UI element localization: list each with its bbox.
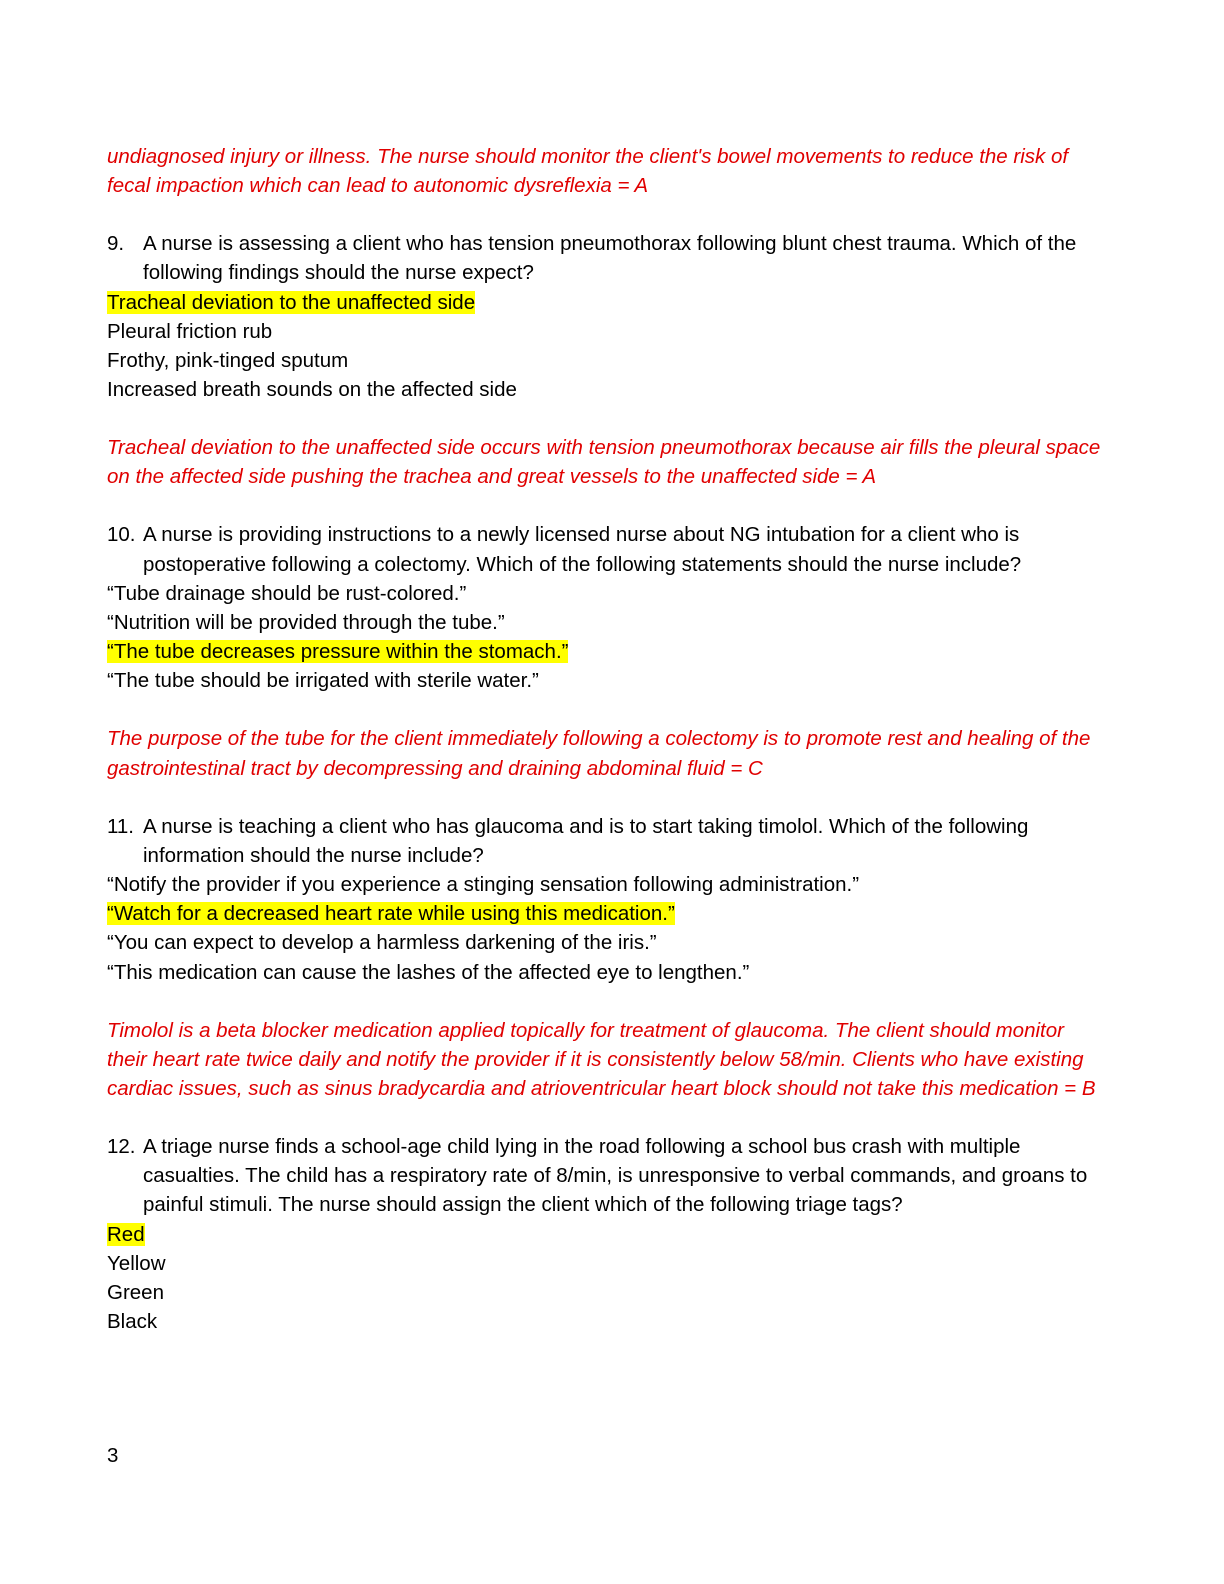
explanation-9: Tracheal deviation to the unaffected side occurs with tension pneumothorax because air fills the pleural space on the affected side pushing the trachea and great vessels to the unaffected side = A — [107, 436, 1101, 489]
option-b: Pleural friction rub — [107, 319, 273, 343]
option-a: “Notify the provider if you experience a stinging sensation following administration.” — [107, 873, 860, 897]
question-9 — [107, 229, 1107, 287]
question-10 — [107, 520, 1107, 578]
highlighted-answer: “Watch for a decreased heart rate while using this medication.” — [107, 902, 675, 926]
option-b: Yellow — [107, 1251, 166, 1275]
option-d: Increased breath sounds on the affected side — [107, 378, 517, 402]
option-a — [107, 288, 1107, 317]
question-text: A triage nurse finds a school-age child lying in the road following a school bus crash with multiple casualties. The child has a respiratory rate of 8/min, is unresponsive to verbal commands, and groans to painful stimuli. The nurse should assign the client which of the following triage tags? — [143, 1135, 1088, 1217]
option-a — [107, 1220, 1107, 1249]
intro-explanation: undiagnosed injury or illness. The nurse should monitor the client's bowel movements to reduce the risk of fecal impaction which can lead to autonomic dysreflexia = A — [107, 145, 1069, 198]
option-c: Green — [107, 1281, 164, 1305]
explanation-10: The purpose of the tube for the client immediately following a colectomy is to promote rest and healing of the gastrointestinal tract by decompressing and draining abdominal fluid = C — [107, 727, 1091, 780]
question-number: 9. — [107, 232, 125, 256]
explanation-11: Timolol is a beta blocker medication applied topically for treatment of glaucoma. The client should monitor their heart rate twice daily and notify the provider if it is consistently below 58/min. Clients who have existing cardiac issues, such as sinus bradycardia and atrioventricular heart block should not take this medication = B — [107, 1018, 1096, 1101]
question-text: A nurse is assessing a client who has tension pneumothorax following blunt chest trauma. Which of the following findings should the nurse expect? — [143, 232, 1077, 285]
highlighted-answer: Tracheal deviation to the unaffected side — [107, 290, 476, 314]
question-text: A nurse is providing instructions to a newly licensed nurse about NG intubation for a client who is postoperative following a colectomy. Which of the following statements should the nurse include? — [143, 523, 1022, 576]
option-c — [107, 637, 1107, 666]
option-c: “You can expect to develop a harmless darkening of the iris.” — [107, 931, 657, 955]
page-content — [107, 142, 1107, 1336]
page-number: 3 — [107, 1444, 119, 1467]
question-11 — [107, 812, 1107, 870]
option-b — [107, 899, 1107, 928]
option-a: “Tube drainage should be rust-colored.” — [107, 581, 467, 605]
question-text: A nurse is teaching a client who has glaucoma and is to start taking timolol. Which of the following information should the nurse include? — [143, 814, 1029, 867]
option-d: “This medication can cause the lashes of the affected eye to lengthen.” — [107, 960, 750, 984]
highlighted-answer: “The tube decreases pressure within the stomach.” — [107, 640, 569, 664]
question-12 — [107, 1132, 1107, 1220]
question-number: 12. — [107, 1135, 136, 1159]
question-number: 11. — [107, 814, 134, 838]
option-d: “The tube should be irrigated with sterile water.” — [107, 669, 539, 693]
option-d: Black — [107, 1310, 158, 1334]
option-c: Frothy, pink-tinged sputum — [107, 349, 349, 373]
option-b: “Nutrition will be provided through the tube.” — [107, 611, 505, 635]
question-number: 10. — [107, 523, 136, 547]
highlighted-answer: Red — [107, 1222, 145, 1246]
